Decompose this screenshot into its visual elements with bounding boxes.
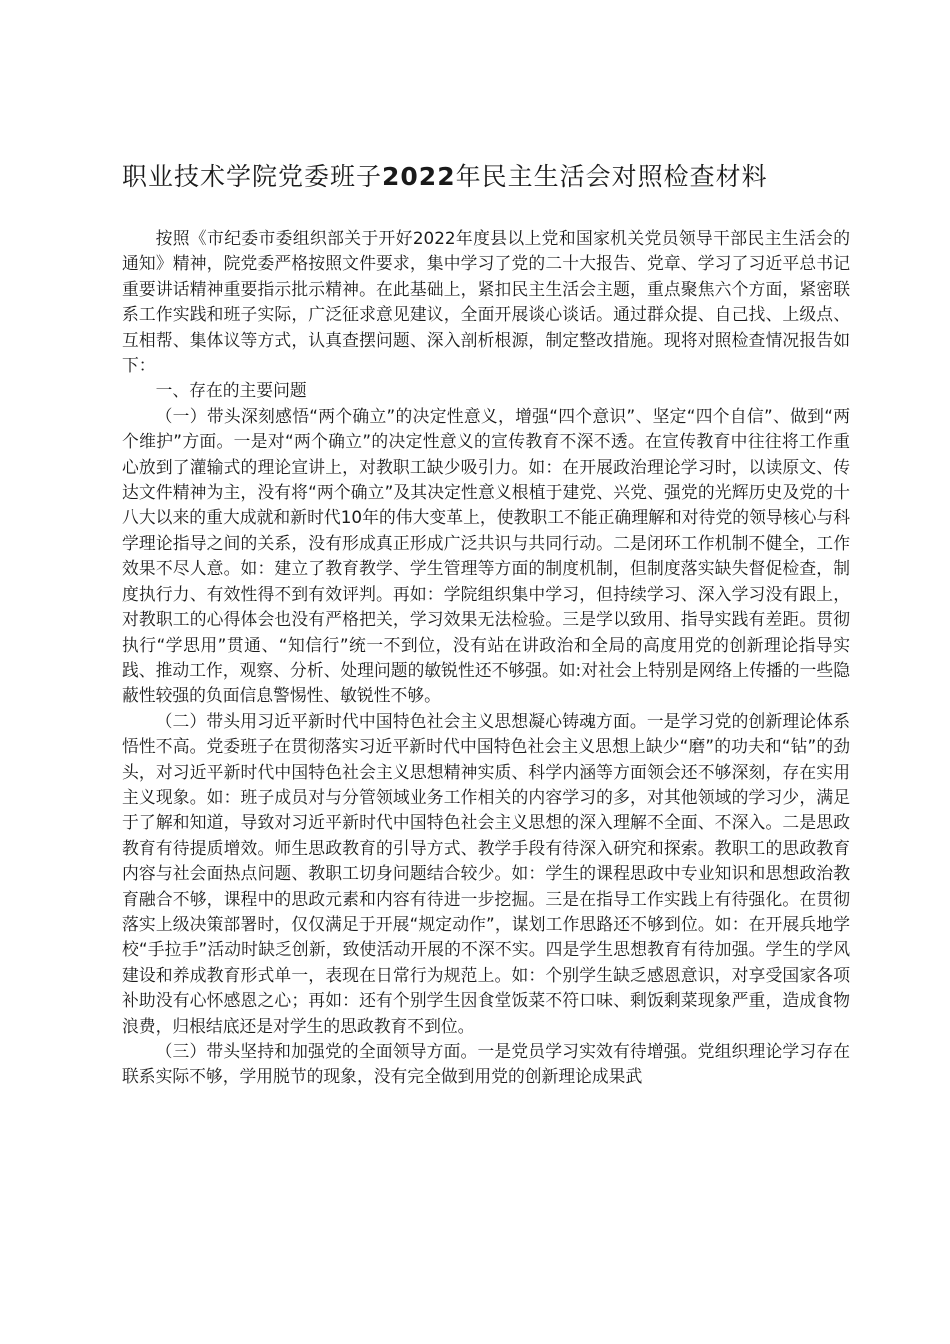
title-year: 2022 bbox=[382, 162, 456, 191]
body-paragraph: （三）带头坚持和加强党的全面领导方面。一是党员学习实效有待增强。党组织理论学习存在联系实际不够，学用脱节的现象，没有完全做到用党的创新理论成果武 bbox=[122, 1041, 850, 1087]
body-paragraph: （一）带头深刻感悟“两个确立”的决定性意义，增强“四个意识”、坚定“四个自信”、做到“两个维护”方面。一是对“两个确立”的决定性意义的宣传教育不深不透。在宣传教育中往往将工作重心放到了灌输式的理论宣讲上，对教职工缺少吸引力。如：在开展政治理论学习时，以读原文、传达文件精神为主，没有将“两个确立”及其决定性意义根植于建党、兴党、强党的光辉历史及党的十八大以来的重大成就和新时代10年的伟大变革上，使教职工不能正确理解和对待党的领导核心与科学理论指导之间的关系，没有形成真正形成广泛共识与共同行动。二是闭环工作机制不健全，工作效果不尽人意。如：建立了教育教学、学生管理等方面的制度机制，但制度落实缺失督促检查，制度执行力、有效性得不到有效评判。再如：学院组织集中学习，但持续学习、深入学习没有跟上，对教职工的心得体会也没有严格把关，学习效果无法检验。三是学以致用、指导实践有差距。贯彻执行“学思用”贯通、“知信行”统一不到位，没有站在讲政治和全局的高度用党的创新理论指导实践、推动工作，观察、分析、处理问题的敏锐性还不够强。如:对社会上特别是网络上传播的一些隐蔽性较强的负面信息警惕性、敏锐性不够。 bbox=[122, 405, 850, 706]
section-heading: 一、存在的主要问题 bbox=[155, 380, 307, 401]
intro-paragraph: 按照《市纪委市委组织部关于开好2022年度县以上党和国家机关党员领导干部民主生活会的通知》精神，院党委严格按照文件要求，集中学习了党的二十大报告、党章、学习了习近平总书记重要讲话精神重要指示批示精神。在此基础上，紧扣民主生活会主题，重点聚焦六个方面，紧密联系工作实践和班子实际，广泛征求意见建议，全面开展谈心谈话。通过群众提、自己找、上级点、互相帮、集体议等方式，认真查摆问题、深入剖析根源，制定整改措施。现将对照检查情况报告如下： bbox=[122, 228, 850, 376]
title-suffix: 年民主生活会对照检查材料 bbox=[455, 162, 768, 191]
title-prefix: 职业技术学院党委班子 bbox=[122, 162, 383, 191]
body-paragraph: （二）带头用习近平新时代中国特色社会主义思想凝心铸魂方面。一是学习党的创新理论体系悟性不高。党委班子在贯彻落实习近平新时代中国特色社会主义思想上缺少“磨”的功夫和“钻”的劲头，对习近平新时代中国特色社会主义思想精神实质、科学内涵等方面领会还不够深刻，存在实用主义现象。如：班子成员对与分管领域业务工作相关的内容学习的多，对其他领域的学习少，满足于了解和知道，导致对习近平新时代中国特色社会主义思想的深入理解不全面、不深入。二是思政教育有待提质增效。师生思政教育的引导方式、教学手段有待深入研究和探索。教职工的思政教育内容与社会面热点问题、教职工切身问题结合较少。如：学生的课程思政中专业知识和思想政治教育融合不够，课程中的思政元素和内容有待进一步挖掘。三是在指导工作实践上有待强化。在贯彻落实上级决策部署时，仅仅满足于开展“规定动作”，谋划工作思路还不够到位。如：在开展兵地学校“手拉手”活动时缺乏创新，致使活动开展的不深不实。四是学生思想教育有待加强。学生的学风建设和养成教育形式单一，表现在日常行为规范上。如：个别学生缺乏感恩意识，对享受国家各项补助没有心怀感恩之心；再如：还有个别学生因食堂饭菜不符口味、剩饭剩菜现象严重，造成食物浪费，归根结底还是对学生的思政教育不到位。 bbox=[122, 710, 850, 1036]
document-title bbox=[122, 148, 850, 206]
